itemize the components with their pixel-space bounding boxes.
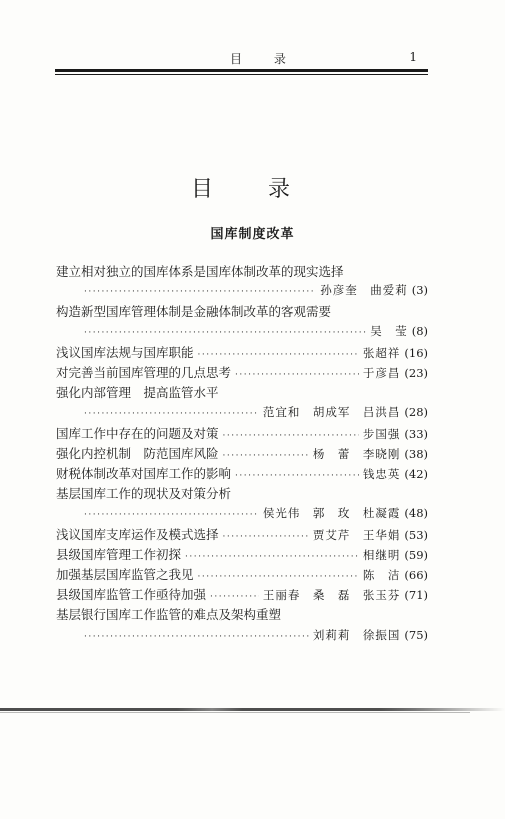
toc-entry-title: 基层银行国库工作监管的难点及架构重塑 (56, 607, 282, 622)
toc-entry-authors: 于彦昌 (362, 366, 401, 380)
toc-entry-title: 浅议国库支库运作及模式选择 (56, 527, 219, 542)
toc-entry-page: (3) (411, 283, 428, 297)
toc-entry[interactable] (56, 343, 428, 361)
toc-entry[interactable] (56, 565, 428, 583)
toc-entry-page: (42) (404, 467, 428, 481)
toc-entry-page: (71) (404, 588, 428, 602)
toc-entry-title: 建立相对独立的国库体系是国库体制改革的现实选择 (56, 264, 344, 279)
toc-entry-title: 基层国库工作的现状及对策分析 (56, 486, 232, 501)
toc-entry-title-line[interactable] (56, 383, 428, 401)
bottom-scan-rule (0, 708, 505, 711)
leader-dots (198, 350, 359, 360)
toc-entry-meta-line[interactable] (80, 282, 428, 300)
toc-entry-authors: 范宜和 胡成军 吕洪昌 (262, 405, 401, 419)
toc-entry-title: 县级国库管理工作初探 (56, 547, 182, 562)
leader-dots (223, 532, 309, 542)
toc-entry[interactable] (56, 585, 428, 603)
toc-entry-title: 对完善当前国库管理的几点思考 (56, 365, 232, 380)
running-title: 目 录 (230, 52, 300, 66)
toc-entry-meta-line[interactable] (80, 404, 428, 422)
toc-entry-authors: 陈 洁 (362, 568, 401, 582)
leader-dots (235, 370, 359, 380)
toc-entry-authors: 贾艾芹 王华娟 (312, 528, 401, 542)
leader-dots (84, 632, 309, 642)
leader-dots (185, 552, 359, 562)
toc-entry-page: (8) (411, 324, 428, 338)
leader-dots (84, 409, 259, 419)
toc-entry[interactable] (56, 363, 428, 381)
toc-entry-title: 财税体制改革对国库工作的影响 (56, 466, 232, 481)
leader-dots (235, 471, 359, 481)
page-title: 目 录 (191, 177, 314, 202)
header-rule-thin (55, 74, 428, 75)
toc-entry-title: 国库工作中存在的问题及对策 (56, 426, 219, 441)
toc-entry-title-line[interactable] (56, 262, 428, 280)
toc-entry-title: 构造新型国库管理体制是金融体制改革的客观需要 (56, 304, 332, 319)
header-rule-thick (55, 69, 428, 72)
toc-entry-page: (66) (404, 568, 428, 582)
toc-entry-page: (38) (404, 447, 428, 461)
toc-entry[interactable] (56, 464, 428, 482)
toc-entry-title: 强化内控机制 防范国库风险 (56, 446, 219, 461)
toc-entry-page: (48) (404, 506, 428, 520)
toc-entry-authors: 吴 莹 (370, 324, 408, 338)
section-heading: 国库制度改革 (210, 227, 295, 242)
toc-entry-page: (28) (404, 405, 428, 419)
toc-entry-meta-line[interactable] (80, 505, 428, 523)
toc-entry-page: (16) (404, 346, 428, 360)
toc-entry[interactable] (56, 444, 428, 462)
leader-dots (223, 431, 359, 441)
toc-entry-title: 县级国库监管工作亟待加强 (56, 587, 207, 602)
leader-dots (210, 592, 259, 602)
toc-entry-authors: 杨 蕾 李晓刚 (312, 447, 401, 461)
toc-entry-authors: 孙彦奎 曲爱莉 (320, 283, 408, 297)
toc-entry-authors: 刘莉莉 徐振国 (312, 628, 401, 642)
leader-dots (84, 287, 316, 297)
toc-entry-page: (75) (404, 628, 428, 642)
toc-entry-title-line[interactable] (56, 484, 428, 502)
toc-entry-meta-line[interactable] (80, 627, 428, 645)
toc-entry[interactable] (56, 525, 428, 543)
toc-entry-authors: 王丽春 桑 磊 张玉芬 (262, 588, 401, 602)
toc-entry-authors: 步国强 (362, 427, 401, 441)
toc-entry-title: 浅议国库法规与国库职能 (56, 345, 194, 360)
toc-entry-page: (59) (404, 548, 428, 562)
bottom-scan-rule-thin (0, 712, 470, 713)
toc-entry-title: 加强基层国库监管之我见 (56, 567, 194, 582)
toc-entry-authors: 侯光伟 郭 玫 杜凝霞 (262, 506, 401, 520)
toc-entry-page: (23) (404, 366, 428, 380)
toc-entry-page: (33) (404, 427, 428, 441)
toc-entry[interactable] (56, 545, 428, 563)
header-page-number: 1 (409, 50, 417, 64)
leader-dots (84, 510, 259, 520)
toc-entry-page: (53) (404, 528, 428, 542)
toc-entry-authors: 钱忠英 (362, 467, 401, 481)
toc-entry-authors: 相继明 (362, 548, 401, 562)
toc-entry-title: 强化内部管理 提高监管水平 (56, 385, 219, 400)
toc-entry-authors: 张超祥 (362, 346, 401, 360)
toc-entry-title-line[interactable] (56, 605, 428, 623)
running-header (55, 50, 425, 66)
toc-entry-title-line[interactable] (56, 302, 428, 320)
toc-entry-meta-line[interactable] (80, 323, 428, 341)
leader-dots (198, 572, 359, 582)
toc-entry[interactable] (56, 424, 428, 442)
leader-dots (223, 451, 309, 461)
leader-dots (84, 328, 366, 338)
